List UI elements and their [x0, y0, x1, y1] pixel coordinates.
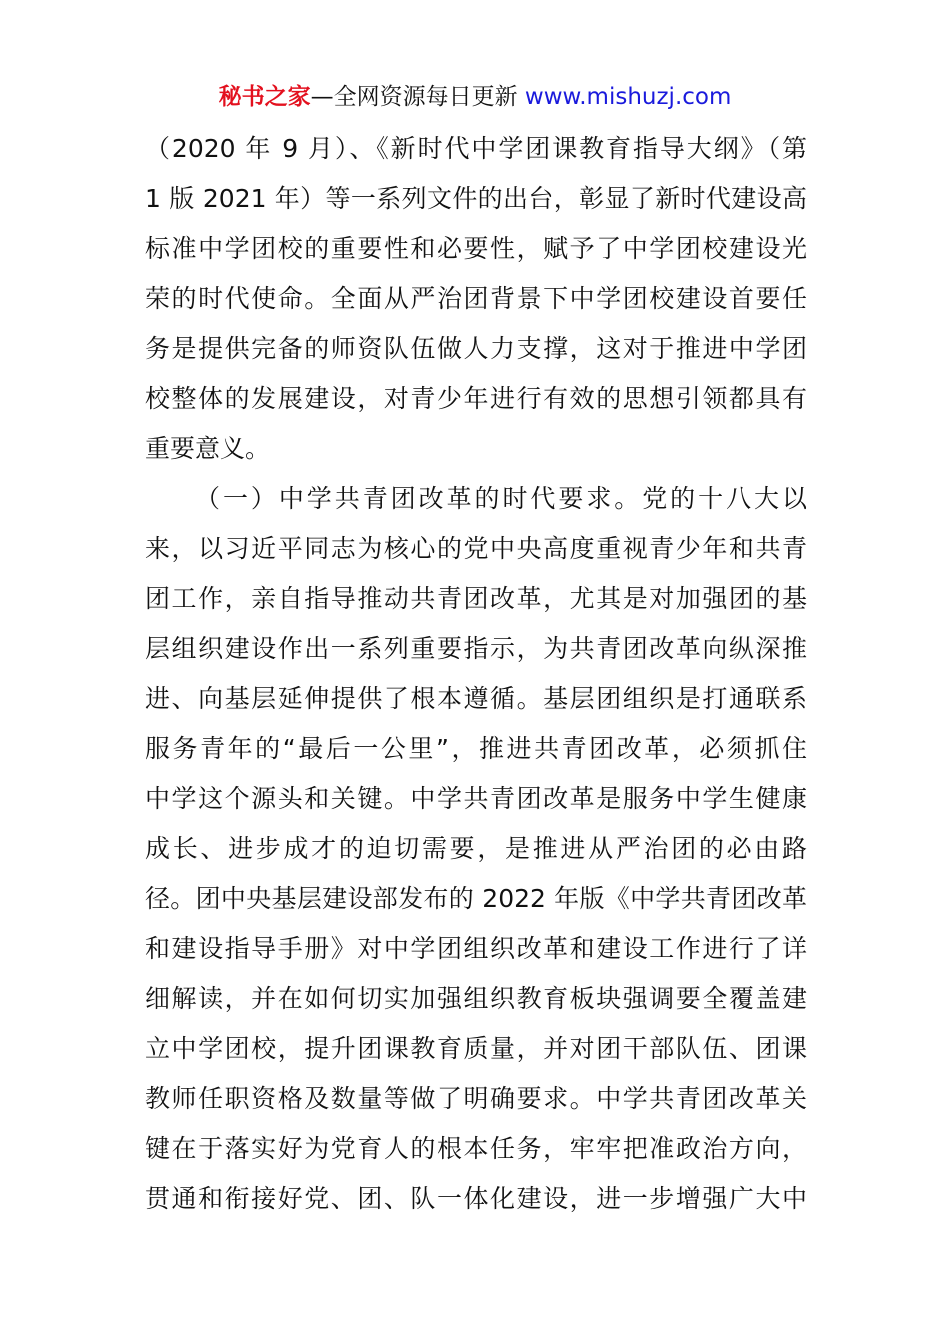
text-line: 务是提供完备的师资队伍做人力支撑，这对于推进中学团 [145, 334, 807, 363]
document-body [145, 124, 807, 1224]
text-line: 成长、进步成才的迫切需要，是推进从严治团的必由路 [145, 834, 807, 863]
text-line: 1 版 2021 年）等一系列文件的出台，彰显了新时代建设高 [145, 184, 807, 213]
text-line: （2020 年 9 月）、《新时代中学团课教育指导大纲》（第 [145, 134, 807, 163]
text-line: 校整体的发展建设，对青少年进行有效的思想引领都具有 [145, 384, 807, 413]
text-line: 贯通和衔接好党、团、队一体化建设，进一步增强广大中 [145, 1184, 807, 1213]
text-line: 立中学团校，提升团课教育质量，并对团干部队伍、团课 [145, 1034, 807, 1063]
text-line: 径。团中央基层建设部发布的 2022 年版《中学共青团改革 [145, 884, 807, 913]
site-url-link[interactable]: www.mishuzj.com [524, 84, 732, 110]
brand-name: 秘书之家 [218, 84, 311, 110]
text-line: 标准中学团校的重要性和必要性，赋予了中学团校建设光 [145, 234, 807, 263]
text-line: 来，以习近平同志为核心的党中央高度重视青少年和共青 [145, 534, 807, 563]
text-line: 团工作，亲自指导推动共青团改革，尤其是对加强团的基 [145, 584, 807, 613]
page-header [0, 80, 950, 114]
header-tagline: —全网资源每日更新 [310, 84, 525, 110]
text-line: 服务青年的“最后一公里”，推进共青团改革，必须抓住 [145, 734, 807, 763]
text-line: 和建设指导手册》对中学团组织改革和建设工作进行了详 [145, 934, 807, 963]
text-line: 教师任职资格及数量等做了明确要求。中学共青团改革关 [145, 1084, 807, 1113]
text-line: 键在于落实好为党育人的根本任务，牢牢把准政治方向， [145, 1134, 807, 1163]
text-line: 中学这个源头和关键。中学共青团改革是服务中学生健康 [145, 784, 807, 813]
text-line: 进、向基层延伸提供了根本遵循。基层团组织是打通联系 [145, 684, 807, 713]
text-line: 重要意义。 [145, 434, 271, 463]
text-line: 细解读，并在如何切实加强组织教育板块强调要全覆盖建 [145, 984, 807, 1013]
text-line: 层组织建设作出一系列重要指示，为共青团改革向纵深推 [145, 634, 807, 663]
text-line: 荣的时代使命。全面从严治团背景下中学团校建设首要任 [145, 284, 807, 313]
paragraph-start-line: （一）中学共青团改革的时代要求。党的十八大以 [195, 484, 807, 513]
